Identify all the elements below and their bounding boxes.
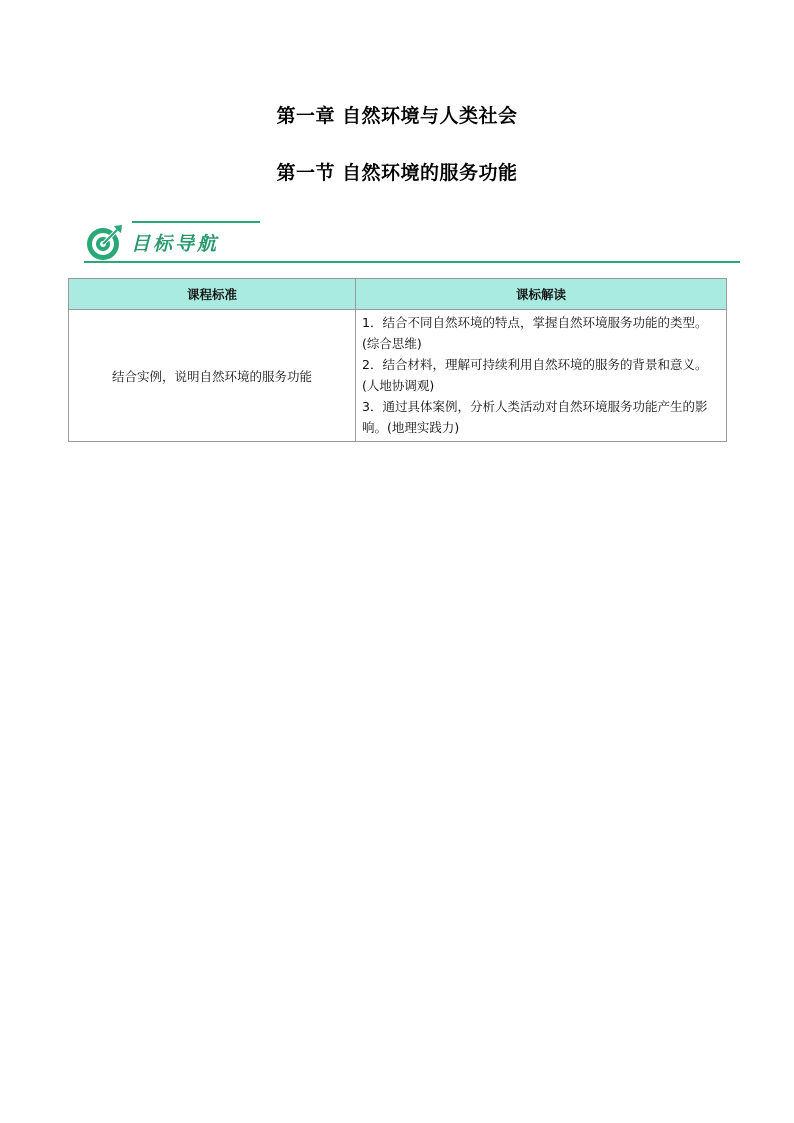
target-navigation-banner — [84, 221, 740, 265]
interpretation-item: 1．结合不同自然环境的特点，掌握自然环境服务功能的类型。(综合思维) — [362, 315, 708, 351]
curriculum-standard-table — [68, 278, 727, 442]
column-header-interpretation: 课标解读 — [356, 279, 727, 310]
banner-label: 目标导航 — [131, 233, 220, 255]
table-header-row — [69, 279, 727, 310]
interpretation-item: 3．通过具体案例，分析人类活动对自然环境服务功能产生的影响。(地理实践力) — [362, 399, 708, 435]
banner-underline — [84, 261, 740, 263]
table-row — [69, 310, 727, 442]
section-title: 第一节 自然环境的服务功能 — [276, 162, 518, 184]
column-header-standard: 课程标准 — [69, 279, 356, 310]
interpretation-cell — [356, 310, 727, 442]
interpretation-item: 2．结合材料，理解可持续利用自然环境的服务的背景和意义。(人地协调观) — [362, 357, 708, 393]
chapter-title: 第一章 自然环境与人类社会 — [276, 105, 518, 127]
target-arrow-icon — [84, 223, 124, 263]
banner-top-line — [132, 221, 260, 223]
standard-cell: 结合实例，说明自然环境的服务功能 — [69, 310, 356, 442]
